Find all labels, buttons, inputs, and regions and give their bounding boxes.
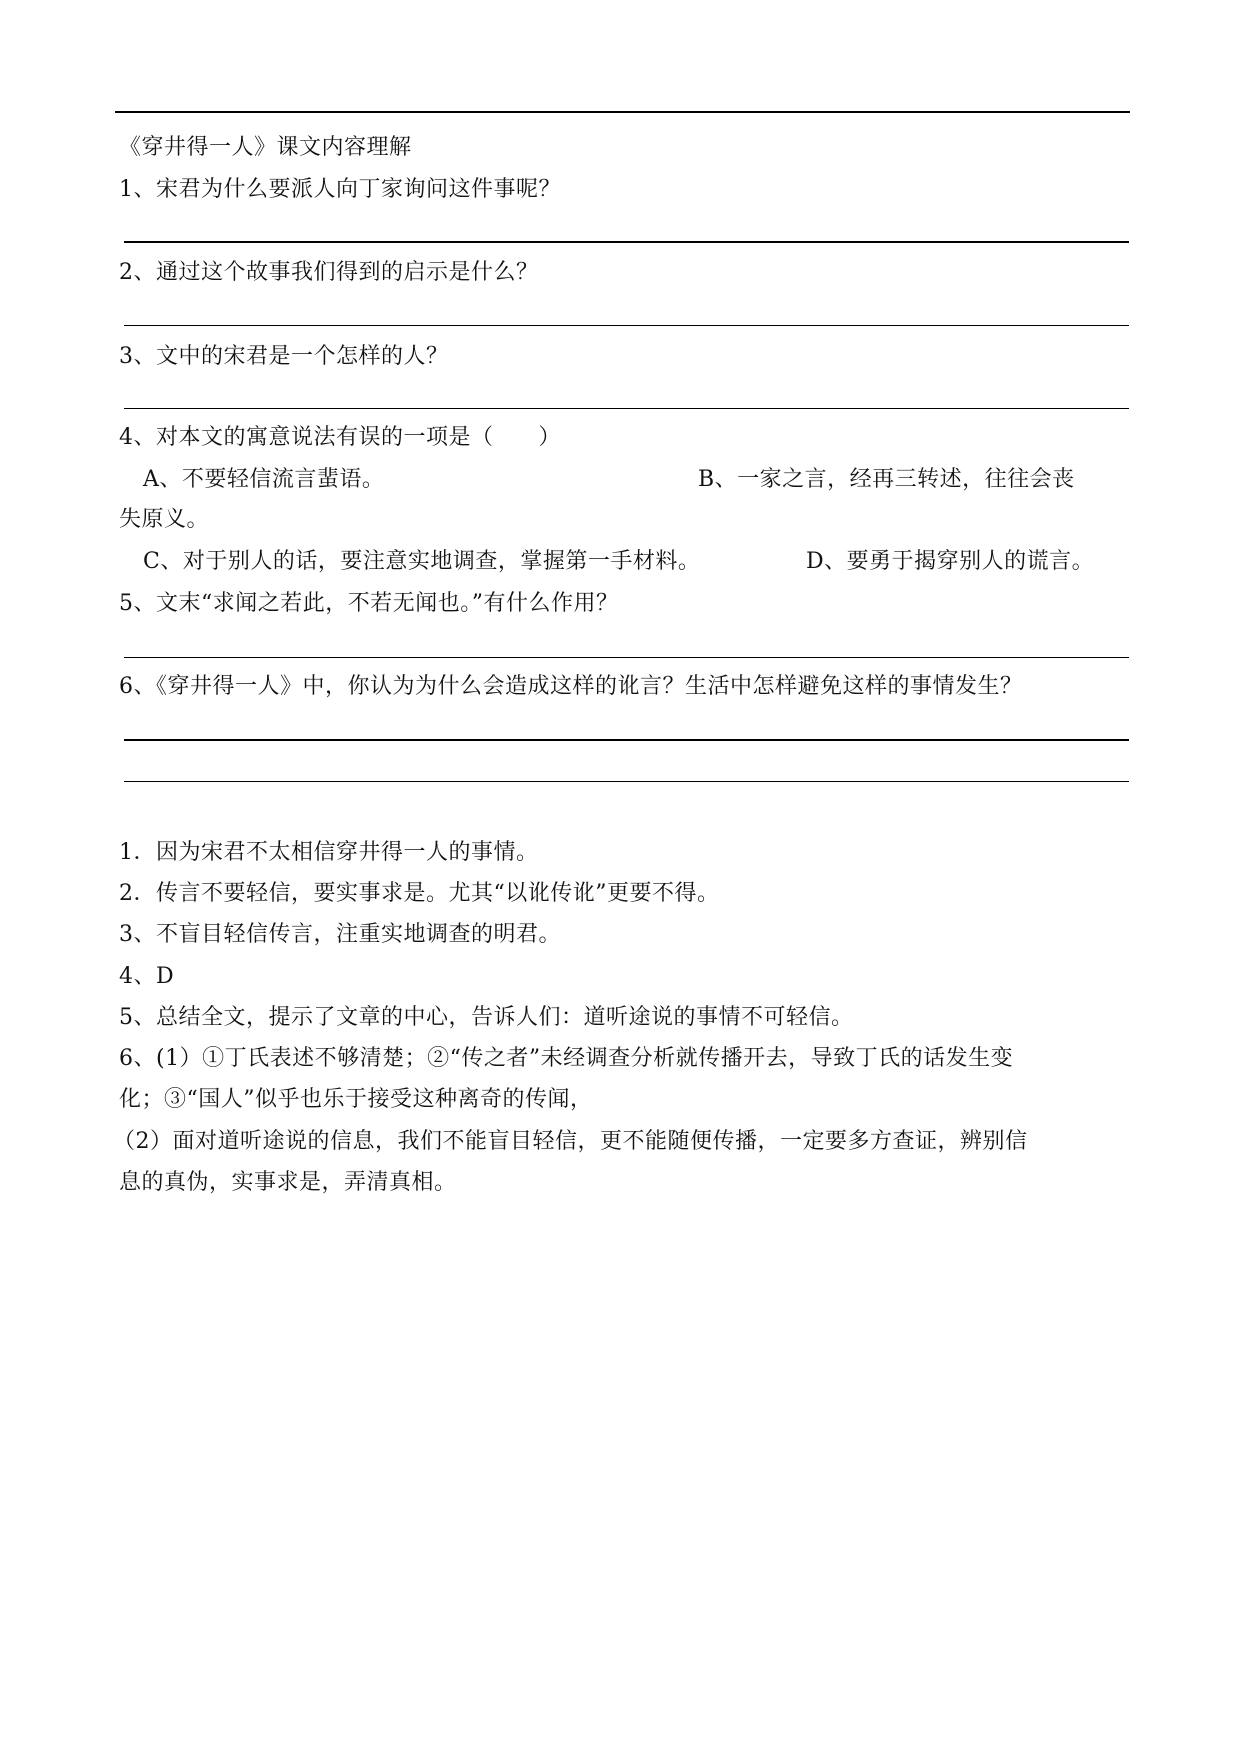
answer-line-5[interactable] [124,657,1129,658]
answer-key-6-line-2: 化；③“国人”似乎也乐于接受这种离奇的传闻， [119,1087,593,1112]
option-a: A、不要轻信流言蜚语。 [143,467,385,492]
question-6: 6、《穿井得一人》中，你认为为什么会造成这样的讹言？生活中怎样避免这样的事情发生？ [119,674,1023,699]
answer-key-6-line-4: 息的真伪，实事求是，弄清真相。 [119,1170,457,1195]
answer-key-3: 3、不盲目轻信传言，注重实地调查的明君。 [119,922,561,947]
question-2: 2、通过这个故事我们得到的启示是什么？ [119,260,539,285]
answer-key-1: 1．因为宋君不太相信穿井得一人的事情。 [119,840,539,865]
answer-key-6-line-3: （2）面对道听途说的信息，我们不能盲目轻信，更不能随便传播，一定要多方查证，辨别信 [113,1129,1028,1154]
answer-line-1[interactable] [124,241,1129,243]
option-c: C、对于别人的话，要注意实地调查，掌握第一手材料。 [143,549,701,574]
option-b: B、一家之言，经再三转述，往往会丧 [698,467,1075,492]
question-4: 4、对本文的寓意说法有误的一项是（ ） [119,425,561,450]
worksheet-title: 《穿井得一人》课文内容理解 [119,135,412,160]
answer-key-5: 5、总结全文，提示了文章的中心，告诉人们：道听途说的事情不可轻信。 [119,1005,854,1030]
answer-key-6-line-1: 6、(1）①丁氏表述不够清楚；②“传之者”未经调查分析就传播开去，导致丁氏的话发生变 [119,1046,1014,1071]
header-rule [115,111,1130,113]
answer-line-3[interactable] [124,408,1129,409]
answer-line-6a[interactable] [124,739,1129,741]
option-d: D、要勇于揭穿别人的谎言。 [806,549,1095,574]
answer-key-4: 4、D [119,964,175,989]
answer-line-6b[interactable] [124,781,1129,782]
answer-key-2: 2．传言不要轻信，要实事求是。尤其“以讹传讹”更要不得。 [119,881,720,906]
question-5: 5、文末“求闻之若此，不若无闻也。”有什么作用？ [119,591,619,616]
answer-line-2[interactable] [124,325,1129,326]
question-3: 3、文中的宋君是一个怎样的人？ [119,344,449,369]
question-1: 1、宋君为什么要派人向丁家询问这件事呢？ [119,177,561,202]
option-b-continued: 失原义。 [119,507,210,532]
